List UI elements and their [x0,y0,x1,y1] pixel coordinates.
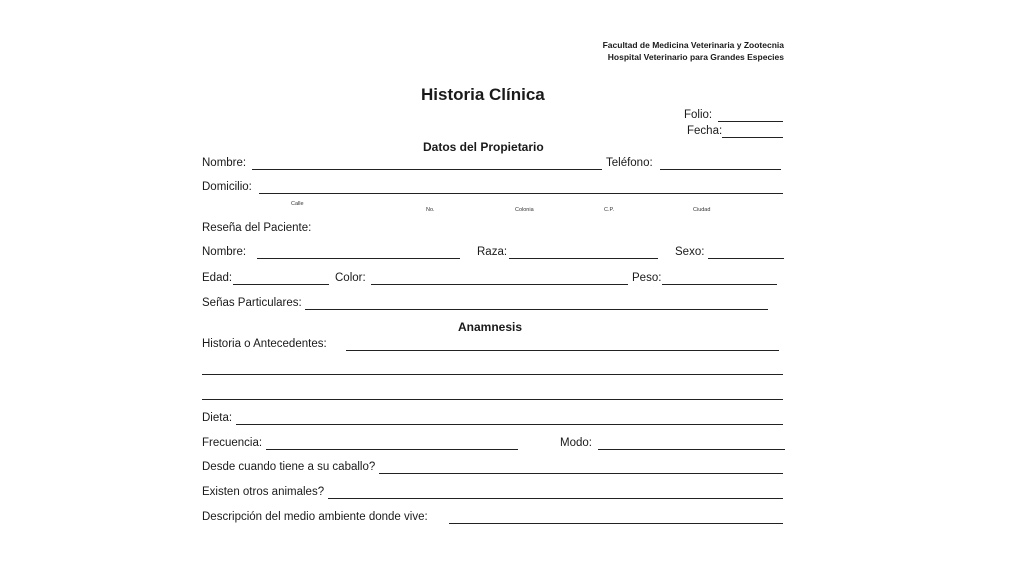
history-field-line-2[interactable] [202,374,783,375]
fecha-field[interactable] [722,137,783,138]
patient-name-field[interactable] [257,258,460,259]
patient-age-field[interactable] [233,284,329,285]
mode-label: Modo: [560,437,592,449]
address-no-caption: No. [426,207,435,213]
patient-sex-field[interactable] [708,258,784,259]
patient-color-field[interactable] [371,284,628,285]
owner-name-label: Nombre: [202,157,247,169]
owner-address-field[interactable] [259,193,783,194]
patient-section-title: Reseña del Paciente: [202,222,312,234]
frequency-label: Frecuencia: [202,437,263,449]
history-label: Historia o Antecedentes: [202,338,327,350]
owner-name-field[interactable] [252,169,602,170]
owner-address-label: Domicilio: [202,181,252,193]
faculty-name: Facultad de Medicina Veterinaria y Zootecnia [602,40,784,50]
patient-color-label: Color: [335,272,366,284]
patient-weight-label: Peso: [632,272,662,284]
folio-label: Folio: [684,109,713,121]
environment-field[interactable] [449,523,783,524]
history-field-line-1[interactable] [346,350,779,351]
patient-weight-field[interactable] [662,284,777,285]
patient-breed-label: Raza: [477,246,508,258]
folio-field[interactable] [718,121,783,122]
anamnesis-section-title: Anamnesis [458,320,523,334]
address-ciudad-caption: Ciudad [693,207,711,213]
frequency-field[interactable] [266,449,518,450]
address-cp-caption: C.P. [604,207,614,213]
owner-phone-label: Teléfono: [606,157,653,169]
hospital-name: Hospital Veterinario para Grandes Especies [607,52,784,62]
environment-label: Descripción del medio ambiente donde vive: [202,511,428,523]
mode-field[interactable] [598,449,785,450]
diet-label: Dieta: [202,412,233,424]
since-label: Desde cuando tiene a su caballo? [202,461,376,473]
fecha-label: Fecha: [687,125,723,137]
patient-name-label: Nombre: [202,246,247,258]
since-field[interactable] [379,473,783,474]
patient-marks-label: Señas Particulares: [202,297,302,309]
page-title: Historia Clínica [421,85,545,104]
patient-breed-field[interactable] [509,258,658,259]
patient-age-label: Edad: [202,272,233,284]
other-animals-field[interactable] [328,498,783,499]
diet-field[interactable] [236,424,783,425]
patient-sex-label: Sexo: [675,246,705,258]
address-colonia-caption: Colonia [515,207,534,213]
address-calle-caption: Calle [291,201,304,207]
history-field-line-3[interactable] [202,399,783,400]
owner-phone-field[interactable] [660,169,781,170]
other-animals-label: Existen otros animales? [202,486,325,498]
patient-marks-field[interactable] [305,309,768,310]
owner-section-title: Datos del Propietario [423,140,544,154]
